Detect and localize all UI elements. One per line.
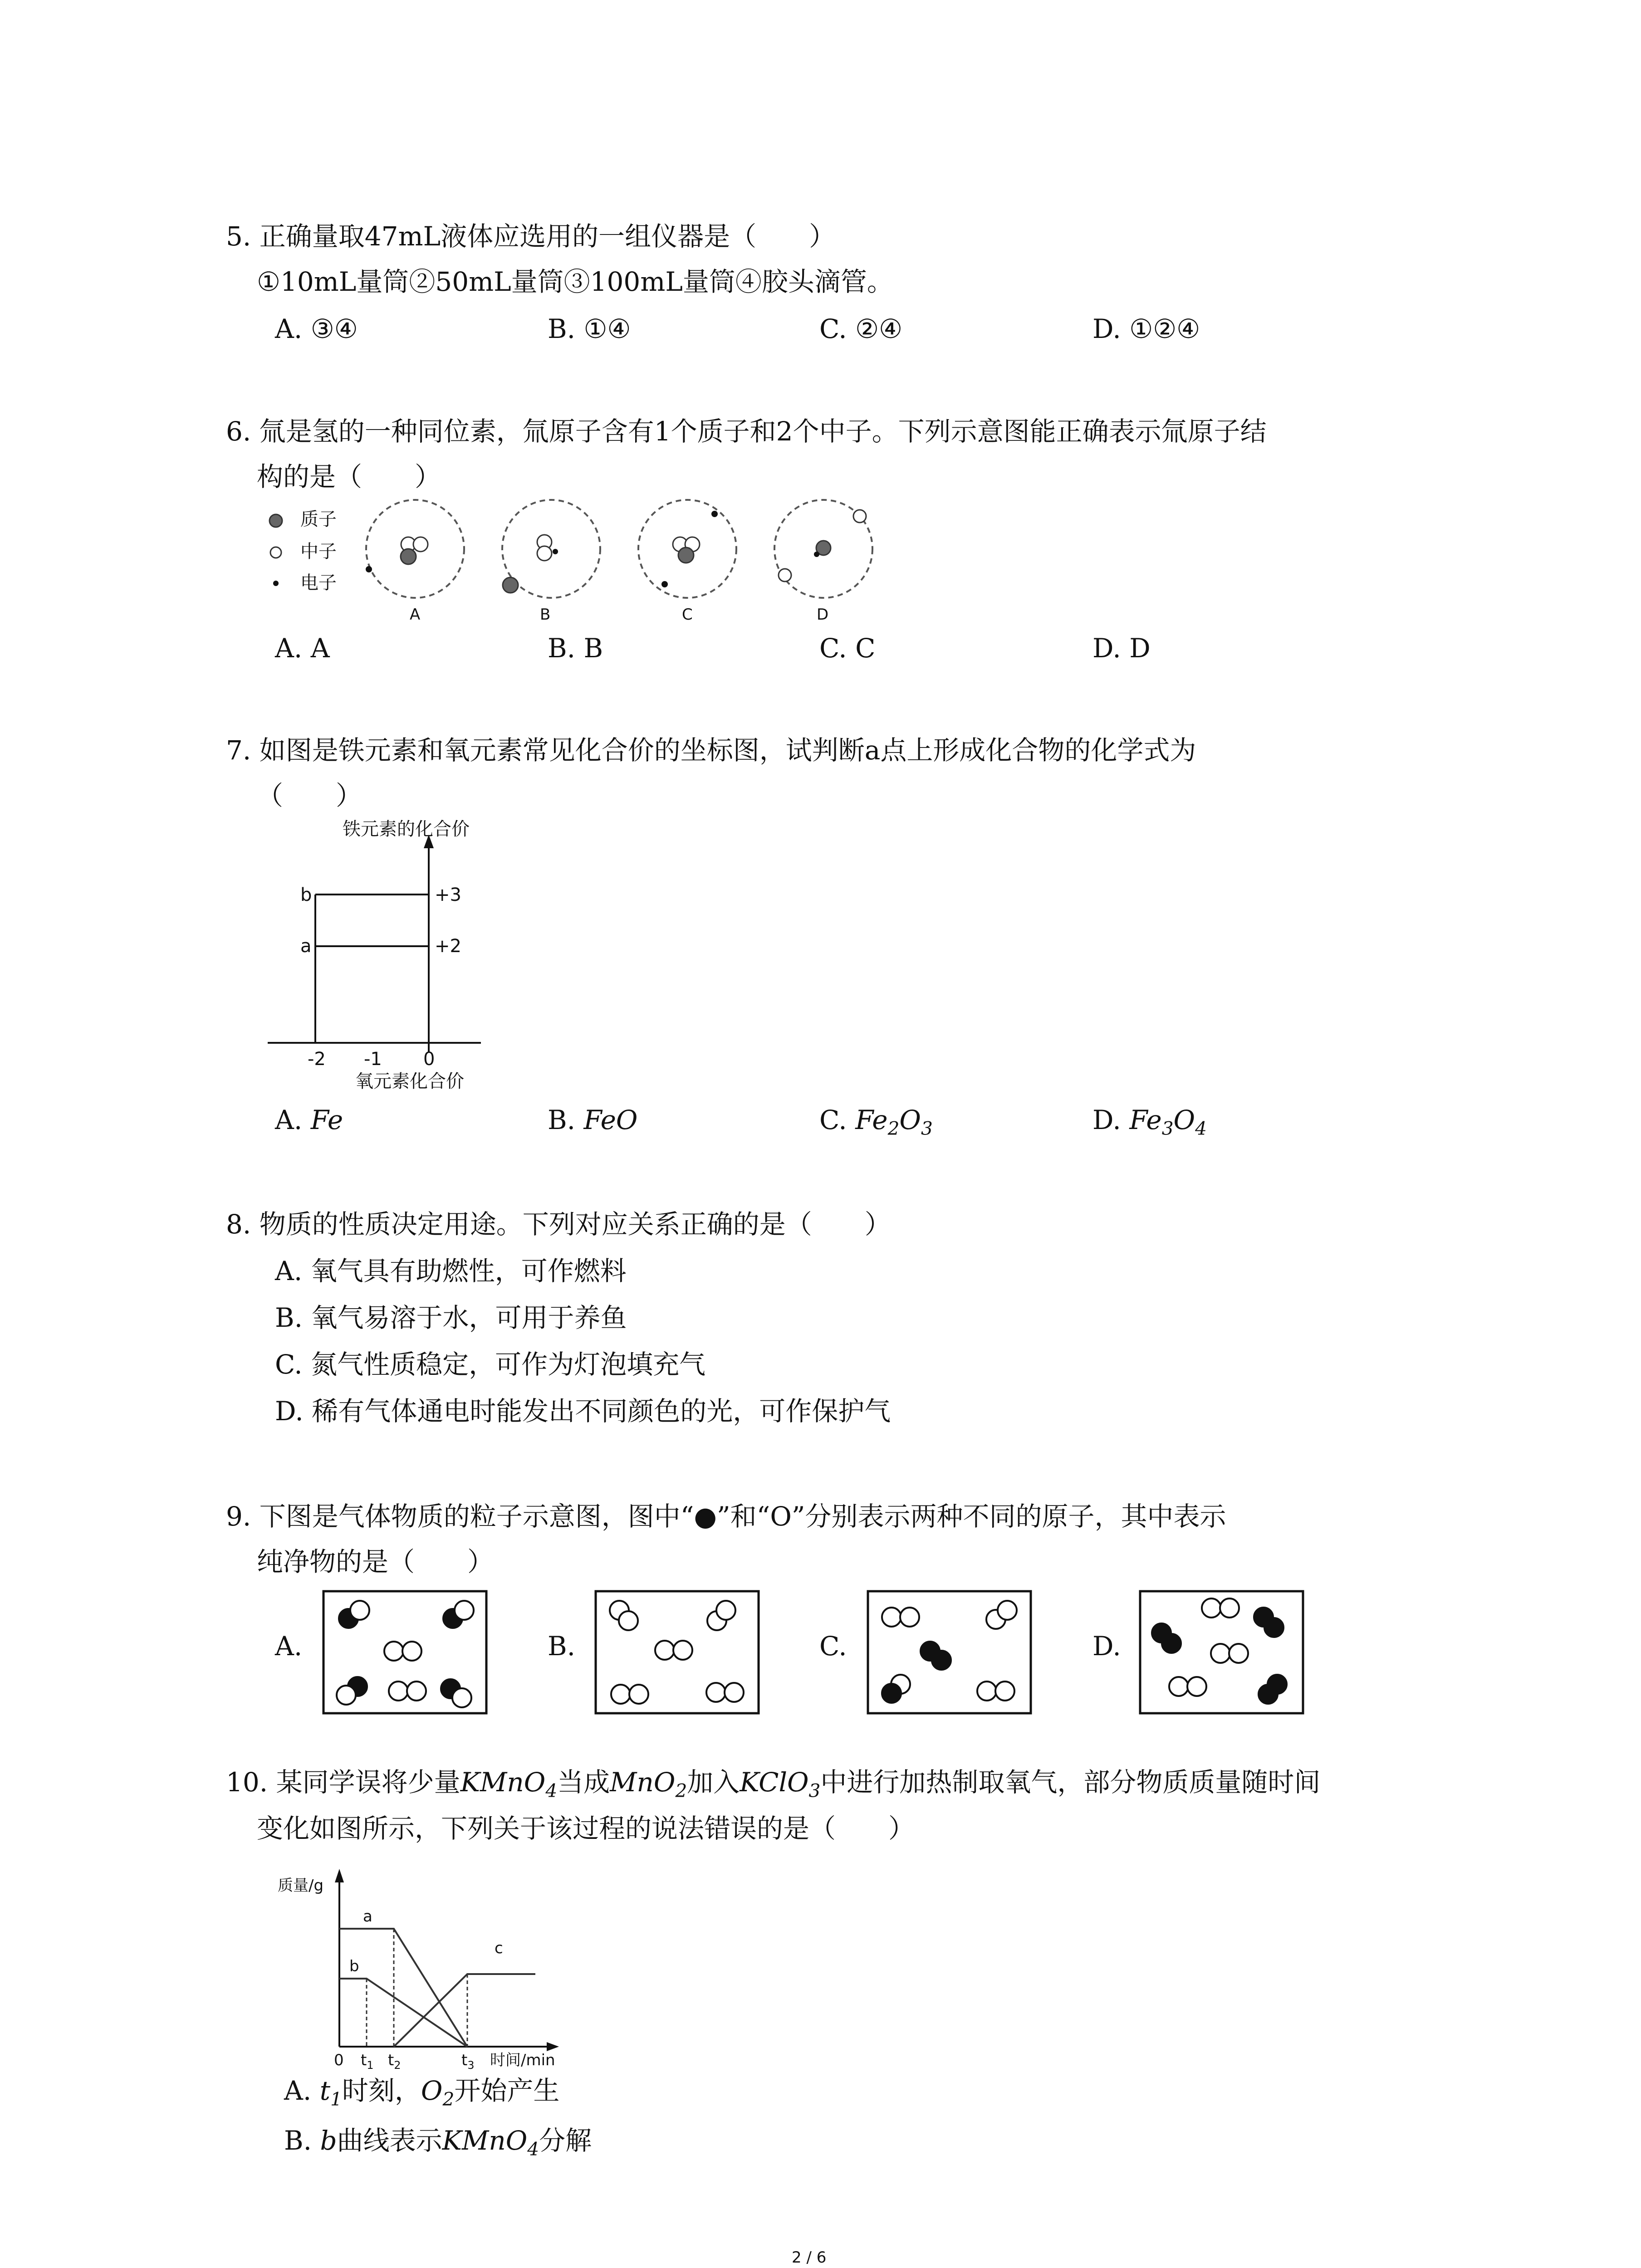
- q9-label-d[interactable]: D.: [1092, 1631, 1121, 1662]
- q7-ylabel: 铁元素的化合价: [343, 819, 470, 840]
- q7-option-d[interactable]: [1092, 1107, 1207, 1138]
- q7-option-a-label: A.: [275, 1105, 311, 1135]
- q7-option-c[interactable]: [819, 1107, 933, 1138]
- q10-option-a[interactable]: A. $t_1$时刻，$O_2$开始产生: [284, 2075, 560, 2110]
- q6-legend-proton: 质子: [300, 509, 337, 530]
- q6-option-c[interactable]: C. C: [819, 633, 876, 664]
- q6-atom-figure: [259, 499, 894, 631]
- q8-option-d[interactable]: D. 稀有气体通电时能发出不同颜色的光，可作保护气: [275, 1396, 891, 1427]
- q7-option-c-label: C.: [819, 1105, 856, 1135]
- q6-stem-line2: 构的是（ ）: [257, 461, 441, 492]
- q9-stem-line2: 纯净物的是（ ）: [257, 1546, 494, 1577]
- q6-atom-a: [366, 500, 464, 598]
- q7-xlabel: 氧元素化合价: [355, 1071, 464, 1092]
- q10-curve-c-label: c: [495, 1939, 503, 1957]
- q6-atom-b: [502, 500, 600, 598]
- q7-option-d-label: D.: [1092, 1105, 1130, 1135]
- q7-xtick-0: 0: [423, 1049, 435, 1070]
- q9-box-c[interactable]: [867, 1590, 1032, 1715]
- q5-items: ①10mL量筒②50mL量筒③100mL量筒④胶头滴管。: [257, 266, 893, 297]
- q5-option-b[interactable]: B. ①④: [548, 313, 631, 344]
- q8-stem: 8. 物质的性质决定用途。下列对应关系正确的是（ ）: [226, 1209, 891, 1240]
- q10-stem-line2: 变化如图所示，下列关于该过程的说法错误的是（ ）: [257, 1813, 915, 1844]
- q9-box-a[interactable]: [322, 1590, 488, 1715]
- q9-box-d[interactable]: [1139, 1590, 1304, 1715]
- q7-option-b[interactable]: [548, 1107, 637, 1133]
- q6-label-b: B: [540, 606, 551, 624]
- q10-ylabel: 质量/g: [278, 1877, 324, 1895]
- q10-option-b[interactable]: B. b曲线表示KMnO$_4$分解: [284, 2125, 592, 2160]
- q8-option-a[interactable]: A. 氧气具有助燃性，可作燃料: [275, 1256, 627, 1286]
- q7-stem-line2: （ ）: [257, 780, 362, 811]
- q9-label-a[interactable]: A.: [275, 1631, 303, 1662]
- q6-atom-c: [638, 500, 736, 598]
- q6-option-d[interactable]: D. D: [1092, 633, 1151, 664]
- q10-xtick-t2: $t_2$: [388, 2051, 401, 2072]
- q6-option-a[interactable]: A. A: [275, 633, 330, 664]
- x-axis-arrow-icon: [547, 2042, 559, 2051]
- q5-option-a[interactable]: A. ③④: [275, 313, 358, 344]
- q9-label-c[interactable]: C.: [819, 1631, 847, 1662]
- q7-option-b-formula: FeO: [583, 1105, 638, 1135]
- page-number: 2 / 6: [792, 2248, 827, 2267]
- q6-legend: [269, 514, 282, 586]
- q6-option-b[interactable]: B. B: [548, 633, 603, 664]
- q6-label-a: A: [410, 606, 421, 624]
- curve-a: [339, 1929, 467, 2047]
- q5-stem: 5. 正确量取47mL液体应选用的一组仪器是（ ）: [226, 221, 836, 252]
- q7-stem-line1: 7. 如图是铁元素和氧元素常见化合价的坐标图，试判断a点上形成化合物的化学式为: [226, 735, 1196, 766]
- q6-stem-line1: 6. 氚是氢的一种同位素，氚原子含有1个质子和2个中子。下列示意图能正确表示氚原子结: [226, 416, 1267, 447]
- q10-xtick-0: 0: [334, 2051, 344, 2069]
- proton-legend-icon: [269, 514, 282, 527]
- q5-option-d[interactable]: D. ①②④: [1092, 313, 1200, 344]
- q7-option-a-formula: Fe: [310, 1105, 343, 1135]
- q6-atom-d: [774, 500, 872, 598]
- q7-ytick-2: +2: [435, 936, 461, 957]
- q9-stem-line1: 9. 下图是气体物质的粒子示意图，图中“●”和“O”分别表示两种不同的原子，其中表示: [226, 1501, 1226, 1532]
- q10-xlabel: 时间/min: [490, 2051, 555, 2069]
- q9-box-b[interactable]: [594, 1590, 760, 1715]
- q7-option-a[interactable]: [275, 1107, 343, 1133]
- q7-xtick-m1: -1: [364, 1049, 382, 1070]
- y-axis-arrow-icon: [335, 1869, 344, 1882]
- q5-option-c[interactable]: C. ②④: [819, 313, 903, 344]
- electron-legend-icon: [273, 581, 279, 586]
- q7-xtick-m2: -2: [308, 1049, 326, 1070]
- q7-point-b: b: [300, 885, 312, 905]
- q10-xtick-t1: $t_1$: [361, 2051, 374, 2072]
- q10-curve-a-label: a: [363, 1907, 372, 1926]
- q9-label-b[interactable]: B.: [548, 1631, 576, 1662]
- q6-legend-neutron: 中子: [300, 541, 337, 562]
- q7-point-a: a: [300, 936, 312, 957]
- neutron-legend-icon: [270, 547, 281, 558]
- q8-option-c[interactable]: C. 氮气性质稳定，可作为灯泡填充气: [275, 1349, 706, 1380]
- q7-option-c-formula: $Fe_2O_3$: [855, 1105, 933, 1139]
- q8-option-b[interactable]: B. 氧气易溶于水，可用于养鱼: [275, 1302, 627, 1333]
- q6-label-c: C: [682, 606, 693, 624]
- q7-option-b-label: B.: [548, 1105, 584, 1135]
- q10-xtick-t3: $t_3$: [461, 2051, 475, 2072]
- q7-option-d-formula: $Fe_3O_4$: [1129, 1105, 1207, 1139]
- q10-curve-b-label: b: [349, 1957, 359, 1975]
- q6-legend-electron: 电子: [300, 572, 337, 593]
- q10-stem-line1: 10. 某同学误将少量KMnO$_4$当成MnO$_2$加入KClO$_3$中进行加热制取氧气，部分物质质量随时间: [226, 1767, 1321, 1802]
- q7-ytick-3: +3: [435, 885, 461, 905]
- q6-label-d: D: [817, 606, 829, 624]
